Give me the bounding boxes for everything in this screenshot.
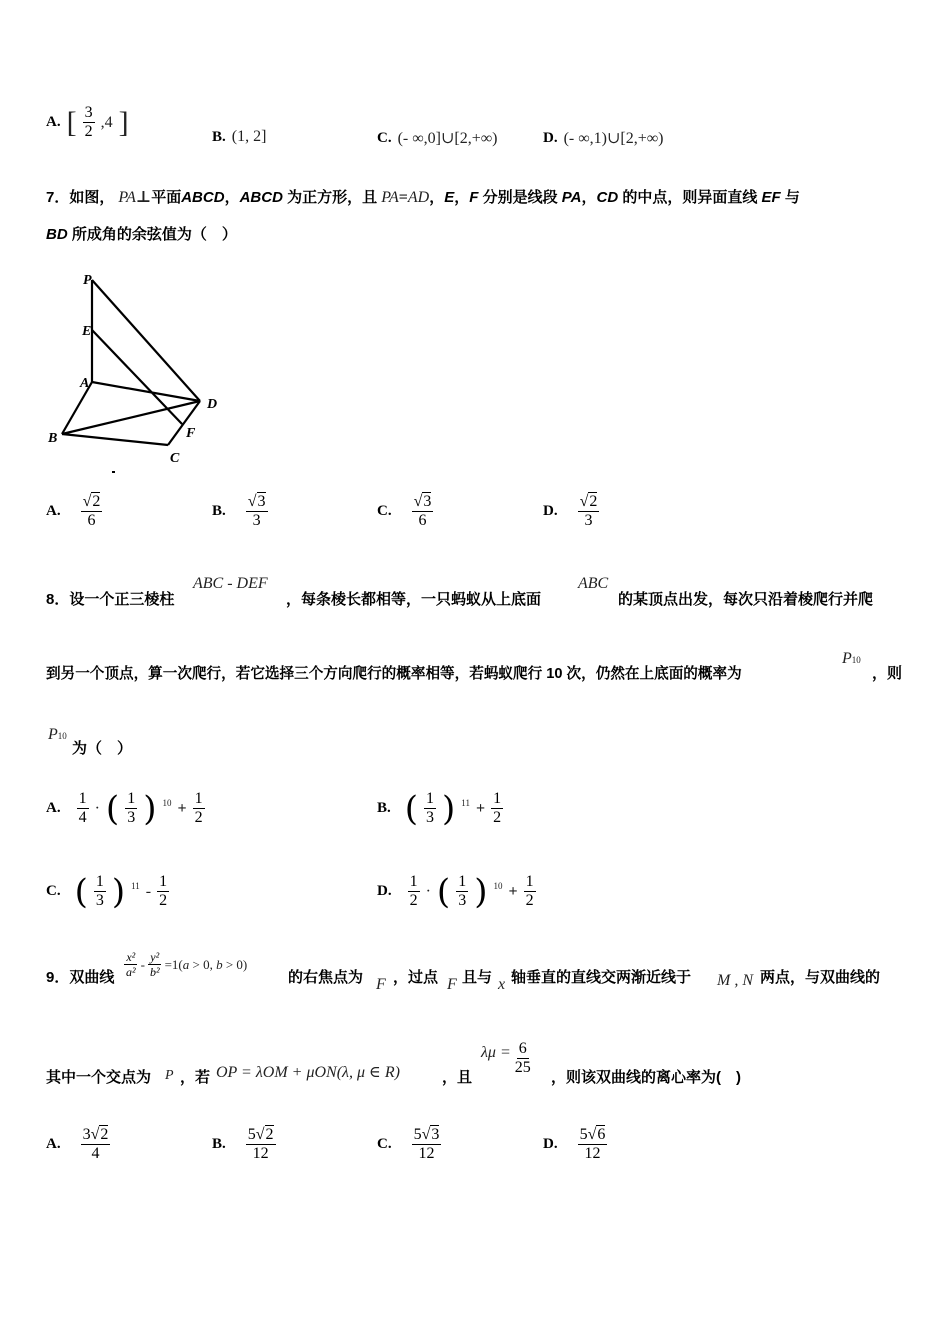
q8-text2: ，每条棱长都相等，一只蚂蚁从上底面 xyxy=(286,591,542,608)
q7-option-b[interactable]: B. $\frac{√3}{3}$ xyxy=(212,493,266,529)
q7-line1: 7．如图， PA⊥平面ABCD，ABCD 为正方形，且 PA=AD，E，F 分别是线段 PA，CD 的中点，则异面直线 EF 与 xyxy=(46,189,800,206)
q9-text9: ，且 xyxy=(442,1069,473,1086)
q9-text4: 且与 xyxy=(462,969,493,986)
q8-text6: 为（ ） xyxy=(72,740,133,757)
label-d: D xyxy=(207,397,218,412)
option-label: B. xyxy=(212,1136,226,1152)
q9-text10: ，则该双曲线的离心率为( ) xyxy=(551,1069,741,1086)
label-a: A xyxy=(80,376,90,391)
option-label: A. xyxy=(46,800,61,816)
option-label: D. xyxy=(543,1136,558,1152)
q9-option-d[interactable]: D. $\frac{5√6}{12}$ xyxy=(543,1126,606,1162)
q9-option-a[interactable]: A. $\frac{3√2}{4}$ xyxy=(46,1126,109,1162)
q9-text2: 的右焦点为 xyxy=(288,969,364,986)
q9-option-c[interactable]: C. $\frac{5√3}{12}$ xyxy=(377,1126,440,1162)
option-label: C. xyxy=(377,503,392,519)
q9-text7: 其中一个交点为 xyxy=(46,1069,152,1086)
option-label: A. xyxy=(46,114,61,130)
q8-prism-name: ABC - DEF xyxy=(193,575,268,592)
q6-option-c[interactable]: C. (- ∞,0]∪[2,+∞) xyxy=(377,129,498,147)
q7-option-c[interactable]: C. $\frac{√3}{6}$ xyxy=(377,493,432,529)
option-label: D. xyxy=(543,129,558,146)
q9-x-axis: x xyxy=(498,976,506,993)
q8-option-c[interactable]: C. ( $\frac{1}{3}$ ) 11 - $\frac{1}{2}$ xyxy=(46,871,168,912)
option-label: A. xyxy=(46,1136,61,1152)
label-f: F xyxy=(186,426,196,441)
q8-option-d[interactable]: D. $\frac{1}{2}$ · ( $\frac{1}{3}$ ) 10 + $\frac{1}{2}$ xyxy=(377,871,534,912)
option-label: C. xyxy=(377,1136,392,1152)
q6-option-a[interactable]: A. [ $\frac{3}{2}$ ,4 ] xyxy=(46,104,129,140)
q9-text6: 两点，与双曲线的 xyxy=(760,969,881,986)
q9-hyperbola-equation: $\frac{\text{x²}}{\text{a²}}$ - $\frac{\text{y²}}{\text{b²}}$ =1(a > 0, b > 0) xyxy=(126,950,248,979)
q9-text8: ，若 xyxy=(180,1069,211,1086)
q7-line2: BD 所成角的余弦值为（ ） xyxy=(46,226,237,243)
q9-focus-f2: F xyxy=(447,976,457,993)
q9-intro: 9．双曲线 xyxy=(46,969,115,986)
q8-option-a[interactable]: A. $\frac{1}{4}$ · ( $\frac{1}{3}$ ) 10 + $\frac{1}{2}$ xyxy=(46,788,203,829)
q9-vector-eq: OP = λOM + μON(λ, μ ∈ R) xyxy=(216,1064,400,1081)
q9-focus-f: F xyxy=(376,976,386,993)
q9-point-p: P xyxy=(165,1068,174,1083)
option-label: C. xyxy=(46,883,61,899)
q9-lambda-mu: λμ = $\frac{6}{25}$ xyxy=(481,1040,531,1076)
q9-text5: 轴垂直的直线交两渐近线于 xyxy=(511,969,692,986)
pyramid-figure xyxy=(40,262,230,477)
label-c: C xyxy=(170,451,180,466)
q8-text5: ，则 xyxy=(872,665,903,682)
q8-base-name: ABC xyxy=(578,575,609,592)
q6-option-b[interactable]: B. (1, 2] xyxy=(212,128,267,145)
label-b: B xyxy=(48,431,58,446)
q6-option-d[interactable]: D. (- ∞,1)∪[2,+∞) xyxy=(543,129,664,147)
option-label: C. xyxy=(377,129,392,146)
option-label: B. xyxy=(377,800,391,816)
q8-text3: 的某顶点出发，每次只沿着棱爬行并爬 xyxy=(618,591,874,608)
option-label: B. xyxy=(212,128,226,145)
q9-option-b[interactable]: B. $\frac{5√2}{12}$ xyxy=(212,1126,274,1162)
q8-p10-2: P10 xyxy=(48,726,67,743)
q8-option-b[interactable]: B. ( $\frac{1}{3}$ ) 11 + $\frac{1}{2}$ xyxy=(377,788,502,829)
q8-p10: P10 xyxy=(842,650,861,667)
q9-mn: M , N xyxy=(717,972,753,989)
q7-option-d[interactable]: D. $\frac{√2}{3}$ xyxy=(543,493,598,529)
fraction: $\frac{3}{2}$ xyxy=(84,104,93,140)
option-label: A. xyxy=(46,503,61,519)
label-e: E xyxy=(82,324,92,339)
q7-option-a[interactable]: A. $\frac{√2}{6}$ xyxy=(46,493,101,529)
option-label: D. xyxy=(377,883,392,899)
q8-line2: 到另一个顶点，算一次爬行，若它选择三个方向爬行的概率相等，若蚂蚁爬行 10 次，仍然在上底面的概率为 xyxy=(46,666,742,682)
option-label: D. xyxy=(543,503,558,519)
q8-line1: 8．设一个正三棱柱 xyxy=(46,591,175,608)
q9-text3: ，过点 xyxy=(393,969,439,986)
label-p: P xyxy=(83,273,92,288)
option-label: B. xyxy=(212,503,226,519)
